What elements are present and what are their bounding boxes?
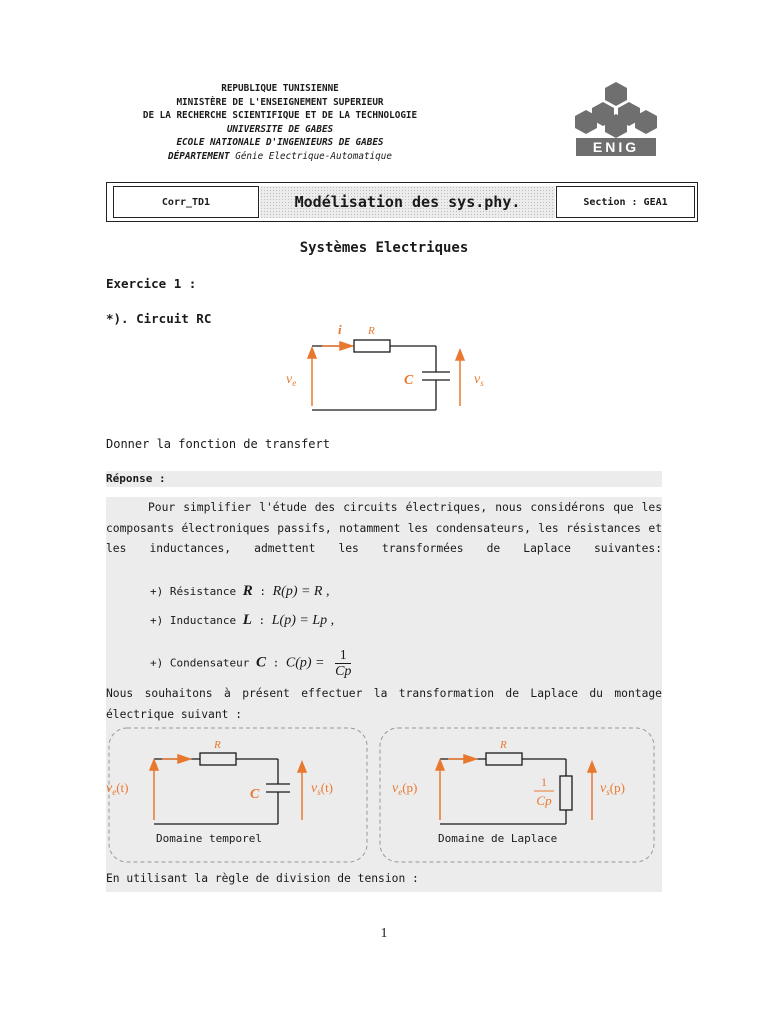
temporal-input-label: $v_e(t)$ (106, 780, 129, 797)
input-voltage-label: $v_e$ (286, 372, 297, 388)
impedance-denominator: Cp (536, 793, 552, 808)
section-label: Section : GEA1 (556, 186, 695, 218)
intro-paragraph (106, 498, 662, 560)
td-code: Corr_TD1 (113, 186, 259, 218)
intro-text: Pour simplifier l'étude des circuits électriques, nous considérons que les composants électroniques passifs, notamment les condensateurs, les résistances et les inductances, admettent les transformées de Laplace suivantes: (106, 501, 662, 556)
temporal-output-label: $v_s(t)$ (311, 780, 334, 797)
dept-label: DÉPARTEMENT (168, 150, 230, 162)
header-school: ECOLE NATIONALE D'INGENIEURS DE GABES (176, 137, 384, 149)
transformation-paragraph: Nous souhaitons à présent effectuer la transformation de Laplace du montage électrique suivant : (106, 687, 662, 721)
question-text: Donner la fonction de transfert (106, 437, 330, 451)
laplace-input-label: $v_e(p)$ (392, 780, 418, 797)
exercise-title: Exercice 1 : (106, 276, 197, 291)
capacitor-label: C (404, 373, 414, 388)
capacitor-fraction: $\frac{1}{Cp}$ (335, 648, 352, 679)
inductance-prefix: +) Inductance (150, 614, 237, 627)
course-title: Modélisation des sys.phy. (260, 186, 555, 218)
inductance-equation: L(p) = Lp , (271, 613, 335, 628)
laplace-domain-diagram (378, 726, 658, 864)
current-label: i (338, 322, 342, 337)
logo-text: ENIG (592, 139, 640, 155)
output-voltage-label: $v_s$ (474, 372, 484, 388)
resistor-label: R (368, 325, 375, 337)
capacitor-symbol: C (255, 654, 266, 671)
institution-header (100, 82, 460, 164)
temporal-resistor-label: R (214, 739, 221, 751)
capacitor-prefix: +) Condensateur (150, 656, 250, 670)
header-ministry: MINISTÈRE DE L'ENSEIGNEMENT SUPERIEUR (176, 96, 384, 108)
page-number: 1 (380, 926, 388, 941)
laplace-resistor-label: R (500, 739, 507, 751)
temporal-caption: Domaine temporel (156, 832, 262, 845)
impedance-numerator: 1 (541, 775, 547, 789)
answer-label: Réponse : (106, 471, 662, 487)
circuit-title: *). Circuit RC (106, 311, 212, 326)
division-rule-text: En utilisant la règle de division de tension : (106, 872, 419, 885)
dept-name: Génie Electrique-Automatique (235, 150, 392, 162)
title-frame (106, 182, 698, 222)
resistor-symbol (354, 340, 390, 352)
header-research: DE LA RECHERCHE SCIENTIFIQUE ET DE LA TECHNOLOGIE (142, 110, 418, 122)
header-university: UNIVERSITE DE GABES (226, 123, 334, 135)
laplace-caption: Domaine de Laplace (438, 832, 558, 845)
laplace-capacitor: +) Condensateur C : C(p) = $\frac{1}{Cp}$ (150, 648, 352, 679)
resistance-prefix: +) Résistance (150, 585, 237, 598)
capacitor-equation-left: C(p) = (285, 655, 325, 671)
temporal-domain-diagram (106, 726, 370, 864)
header-department (100, 150, 460, 164)
enig-logo (570, 80, 662, 160)
resistance-symbol: R (242, 583, 253, 599)
header-republic: REPUBLIQUE TUNISIENNE (221, 83, 339, 94)
page-title: Systèmes Electriques (299, 240, 469, 256)
temporal-capacitor-label: C (250, 787, 260, 802)
inductance-symbol: L (242, 612, 252, 628)
laplace-output-label: $v_s(p)$ (600, 780, 625, 797)
rc-circuit-diagram (282, 320, 492, 420)
laplace-inductance: +) Inductance L : L(p) = Lp , (150, 612, 335, 628)
laplace-resistance: +) Résistance R : R(p) = R , (150, 583, 330, 599)
resistance-equation: R(p) = R , (272, 584, 330, 599)
